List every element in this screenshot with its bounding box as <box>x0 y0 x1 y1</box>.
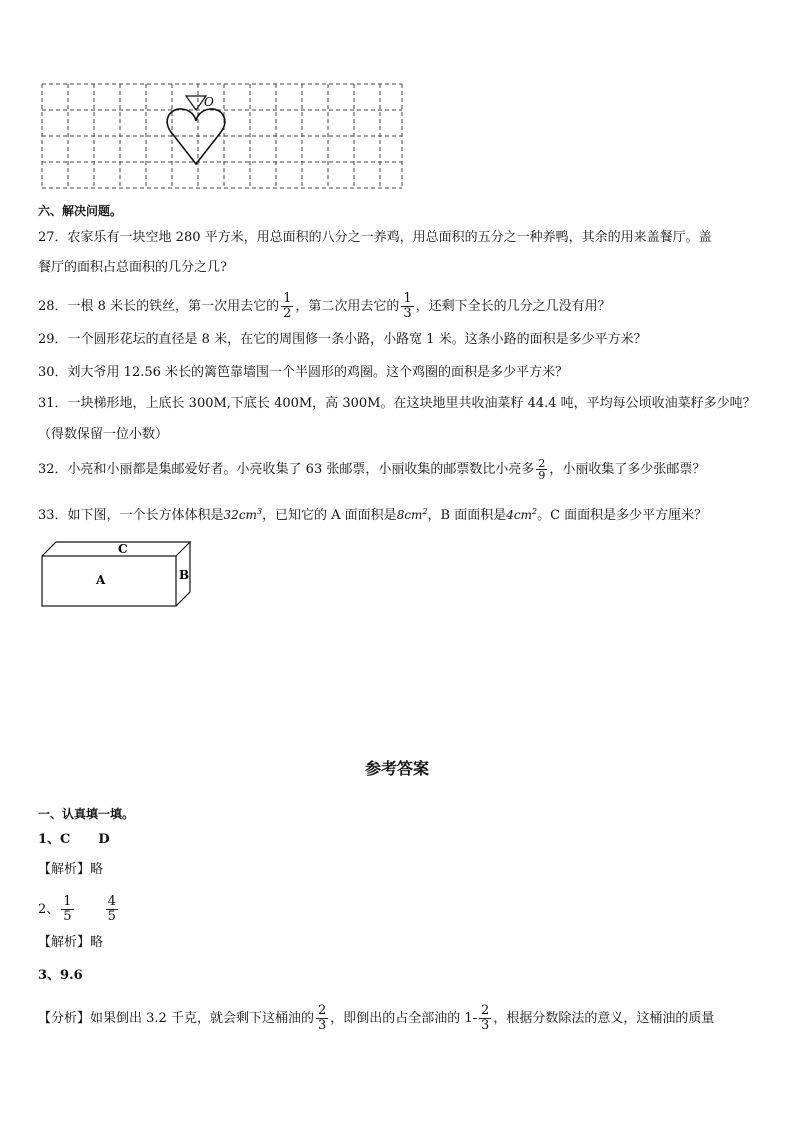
q33-volume <box>224 508 262 522</box>
q33 <box>38 502 707 526</box>
q33-v1: 32 <box>223 508 239 522</box>
q32 <box>38 458 705 481</box>
q28-f2-den: 3 <box>403 306 412 321</box>
answer-2-note: 【解析】略 <box>38 935 104 950</box>
answer-1-val: D <box>98 832 110 847</box>
point-o-label: O <box>204 95 214 109</box>
q27-line2: 餐厅的面积占总面积的几分之几? <box>38 260 227 275</box>
a2-f1-num: 1 <box>63 894 72 909</box>
q31-line2: （得数保留一位小数） <box>38 427 169 442</box>
a3-pre: 【分析】如果倒出 3.2 千克，就会剩下这桶油的 <box>38 1011 314 1026</box>
q28-fraction-1 <box>281 292 293 321</box>
q33-area-a <box>397 508 428 522</box>
a3-g-num: 2 <box>481 1003 490 1018</box>
q31-line1: 31．一块梯形地，上底长 300M,下底长 400M，高 300M。在这块地里共收油菜籽 44.4 吨，平均每公顷收油菜籽多少吨？ <box>38 396 756 411</box>
answers-section-one: 一、认真填一填。 <box>38 807 135 821</box>
q33-v3: 4 <box>506 508 514 522</box>
cuboid-figure <box>38 538 198 610</box>
section-six-heading: 六、解决问题。 <box>38 204 123 218</box>
face-c-label: C <box>118 542 128 556</box>
a2-f2-den: 5 <box>107 909 116 924</box>
q28-fraction-2 <box>401 292 413 321</box>
a3-fraction-1 <box>316 1004 328 1033</box>
q33-u3: cm <box>513 508 532 522</box>
q28 <box>38 292 611 321</box>
a2-f1-den: 5 <box>63 909 72 924</box>
q33-e1: 3 <box>256 507 263 516</box>
q28-f1-den: 2 <box>283 306 292 321</box>
grid-figure <box>40 82 404 192</box>
a3-f-num: 2 <box>317 1003 327 1018</box>
q33-mid1: ，已知它的 A 面面积是 <box>262 508 397 523</box>
q32-f-num: 2 <box>538 457 546 470</box>
face-b-label: B <box>179 568 190 582</box>
q33-v2: 8 <box>396 508 405 522</box>
answer-3-analysis <box>38 1004 714 1033</box>
face-a-label: A <box>96 573 106 587</box>
a3-g-den: 3 <box>481 1018 490 1033</box>
a3-fraction-2 <box>479 1004 491 1033</box>
q33-e3: 2 <box>531 507 538 516</box>
a3-f-den: 3 <box>317 1018 327 1033</box>
a2-f2-num: 4 <box>107 894 116 909</box>
answer-2-num: 2、 <box>38 902 60 917</box>
q33-u1: cm <box>238 508 257 522</box>
q33-u2: cm <box>404 508 423 522</box>
q28-post: ，还剩下全长的几分之几没有用？ <box>415 299 611 314</box>
answer-3: 3、9.6 <box>38 968 83 983</box>
triangle-marker <box>186 96 206 110</box>
q28-mid: ，第二次用去它的 <box>295 299 400 314</box>
q32-pre: 32．小亮和小丽都是集邮爱好者。小亮收集了 63 张邮票，小丽收集的邮票数比小亮多 <box>38 462 535 477</box>
a3-post: ，根据分数除法的意义，这桶油的质量 <box>493 1011 715 1026</box>
q33-e2: 2 <box>422 507 428 516</box>
answer-1-num: 1、C <box>38 832 71 847</box>
q33-post: 。C 面面积是多少平方厘米？ <box>537 508 708 523</box>
q33-area-b <box>506 508 537 522</box>
answer-1-note: 【解析】略 <box>38 862 104 877</box>
q28-f2-num: 1 <box>403 291 412 306</box>
q28-pre: 28．一根 8 米长的铁丝，第一次用去它的 <box>38 299 280 314</box>
a3-mid: ，即倒出的占全部油的 1- <box>330 1011 478 1026</box>
answer-2-fraction-2 <box>106 895 118 924</box>
q28-f1-num: 1 <box>283 291 292 306</box>
q30: 30．刘大爷用 12.56 米长的篱笆靠墙围一个半圆形的鸡圈。这个鸡圈的面积是多少平方米？ <box>38 365 569 380</box>
q33-pre: 33．如下图，一个长方体体积是 <box>38 508 224 523</box>
q32-post: ，小丽收集了多少张邮票？ <box>549 462 706 477</box>
q27-line1: 27．农家乐有一块空地 280 平方米，用总面积的八分之一养鸡，用总面积的五分之一种养鸭，其余的用来盖餐厅。盖 <box>38 230 712 245</box>
q33-mid2: ，B 面面积是 <box>427 508 507 523</box>
q32-f-den: 9 <box>538 469 546 482</box>
answers-title: 参考答案 <box>364 759 429 778</box>
answer-2 <box>38 895 120 924</box>
answer-1 <box>38 830 110 850</box>
q32-fraction <box>536 458 547 481</box>
answer-2-fraction-1 <box>61 895 73 924</box>
q29: 29．一个圆形花坛的直径是 8 米，在它的周围修一条小路，小路宽 1 米。这条小路的面积是多少平方米？ <box>38 332 647 347</box>
